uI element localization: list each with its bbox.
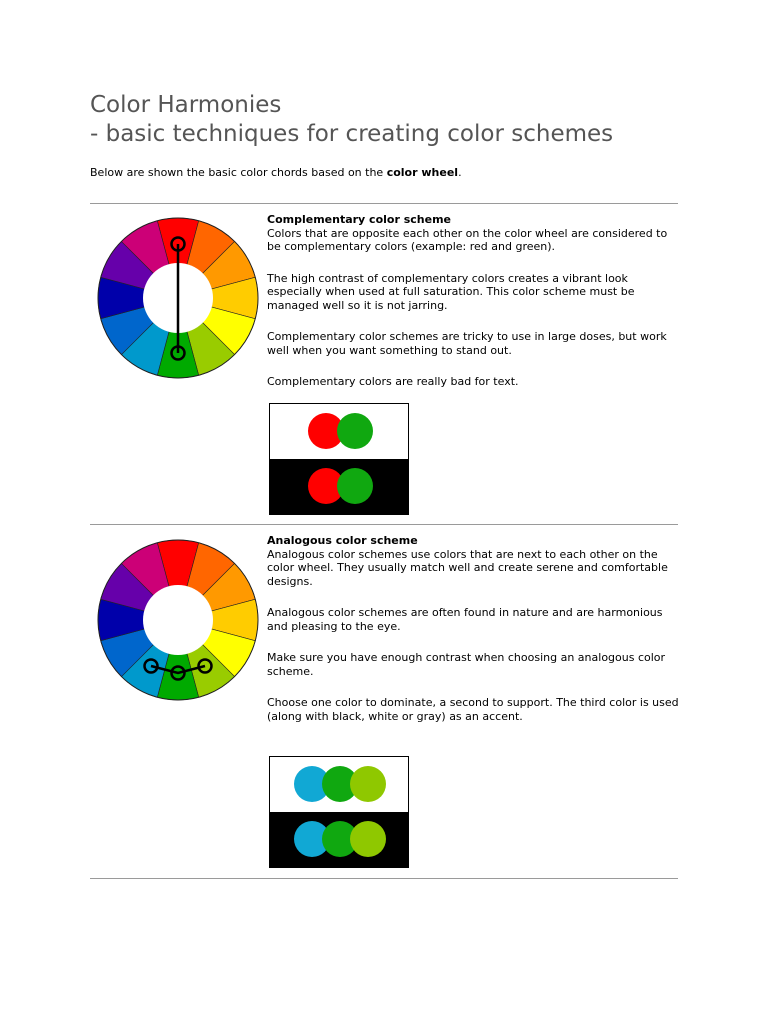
page-title-line-1: Color Harmonies xyxy=(90,92,282,118)
intro-bold-term: color wheel xyxy=(386,166,459,179)
swatch-dot-yellow-green xyxy=(350,766,386,802)
section-heading-analogous: Analogous color scheme xyxy=(267,534,418,547)
paragraph: Colors that are opposite each other on the color wheel are considered to be complementary colors (example: red and green). xyxy=(267,226,668,253)
paragraph: Choose one color to dominate, a second to support. The third color is used (along with black, white or gray) as an accent. xyxy=(267,696,679,723)
analogous-text xyxy=(267,534,679,741)
intro-suffix: . xyxy=(458,166,462,179)
page-title-line-2: - basic techniques for creating color schemes xyxy=(90,121,614,147)
intro-text xyxy=(90,165,462,180)
paragraph: The high contrast of complementary colors creates a vibrant look especially when used at full saturation. This color scheme must be managed well so it is not jarring. xyxy=(267,271,635,312)
complementary-text xyxy=(267,213,679,407)
color-wheel-complementary xyxy=(95,215,261,381)
analogous-swatch-sample xyxy=(269,756,409,868)
divider-middle xyxy=(90,524,678,525)
swatch-white-background xyxy=(270,757,408,812)
complementary-swatch-sample xyxy=(269,403,409,515)
wheel-center xyxy=(143,585,213,655)
swatch-dot-green xyxy=(337,468,373,504)
paragraph: Analogous color schemes use colors that are next to each other on the color wheel. They usually match well and create serene and comfortable designs. xyxy=(267,547,668,588)
swatch-dot-yellow-green xyxy=(350,821,386,857)
paragraph: Analogous color schemes are often found in nature and are harmonious and pleasing to the eye. xyxy=(267,606,663,633)
paragraph: Complementary colors are really bad for text. xyxy=(267,375,519,388)
divider-top xyxy=(90,203,678,204)
section-heading-complementary: Complementary color scheme xyxy=(267,213,451,226)
paragraph: Make sure you have enough contrast when choosing an analogous color scheme. xyxy=(267,651,666,678)
intro-prefix: Below are shown the basic color chords based on the xyxy=(90,166,387,179)
swatch-dot-green xyxy=(337,413,373,449)
swatch-black-background xyxy=(270,812,408,867)
paragraph: Complementary color schemes are tricky to use in large doses, but work well when you want something to stand out. xyxy=(267,330,667,357)
swatch-white-background xyxy=(270,404,408,459)
color-wheel-analogous xyxy=(95,537,261,703)
divider-bottom xyxy=(90,878,678,879)
swatch-black-background xyxy=(270,459,408,514)
